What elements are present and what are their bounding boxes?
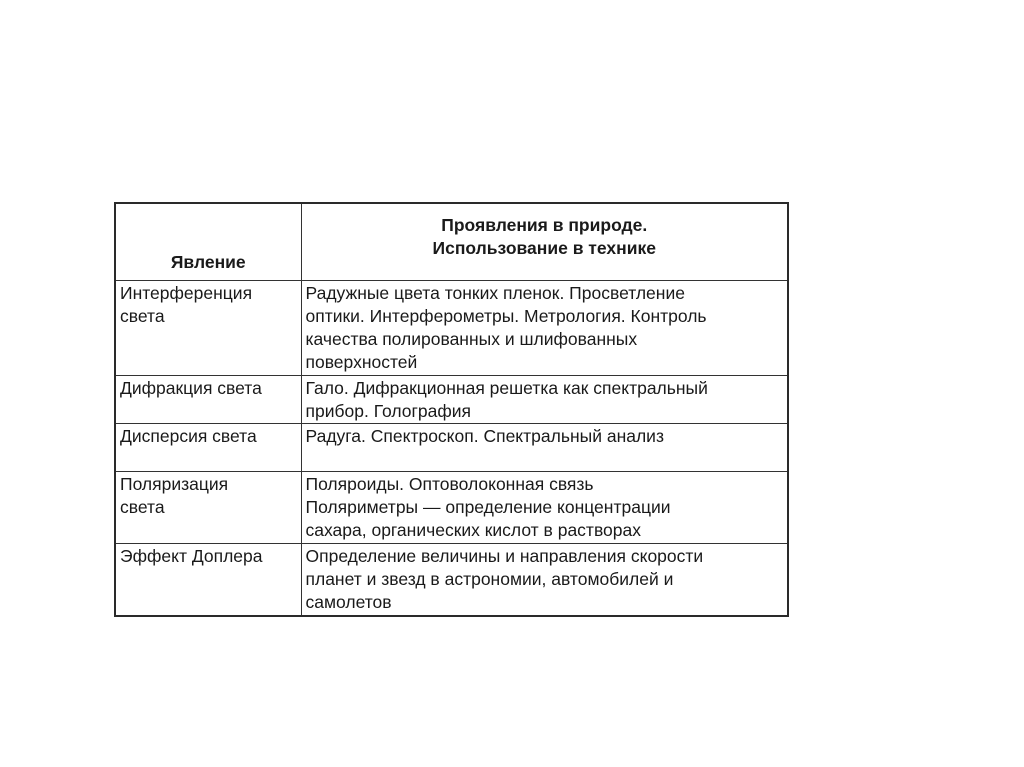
cell-phenomenon: Поляризация света <box>115 472 301 544</box>
table-row <box>115 376 788 424</box>
header-manifestation <box>301 203 788 281</box>
cell-phenomenon: Эффект Доплера <box>115 544 301 617</box>
table-row <box>115 544 788 617</box>
cell-phenomenon: Интерференция света <box>115 281 301 376</box>
cell-manifestation: Поляроиды. Оптоволоконная связь Поляриметры — определение концентрации сахара, органических кислот в растворах <box>301 472 788 544</box>
phenomena-table <box>114 202 789 617</box>
header-manifestation-line1: Проявления в природе. <box>441 215 648 235</box>
table-header-row <box>115 203 788 281</box>
cell-manifestation: Определение величины и направления скорости планет и звезд в астрономии, автомобилей и самолетов <box>301 544 788 617</box>
cell-manifestation: Гало. Дифракционная решетка как спектральный прибор. Голография <box>301 376 788 424</box>
cell-manifestation: Радужные цвета тонких пленок. Просветление оптики. Интерферометры. Метрология. Контроль качества полированных и шлифованных поверхностей <box>301 281 788 376</box>
cell-phenomenon: Дисперсия света <box>115 424 301 472</box>
table-row <box>115 424 788 472</box>
header-phenomenon: Явление <box>115 203 301 281</box>
header-manifestation-line2: Использование в технике <box>432 238 656 258</box>
table-row <box>115 472 788 544</box>
cell-phenomenon: Дифракция света <box>115 376 301 424</box>
table-row <box>115 281 788 376</box>
cell-manifestation: Радуга. Спектроскоп. Спектральный анализ <box>301 424 788 472</box>
phenomena-table-container <box>114 202 787 617</box>
